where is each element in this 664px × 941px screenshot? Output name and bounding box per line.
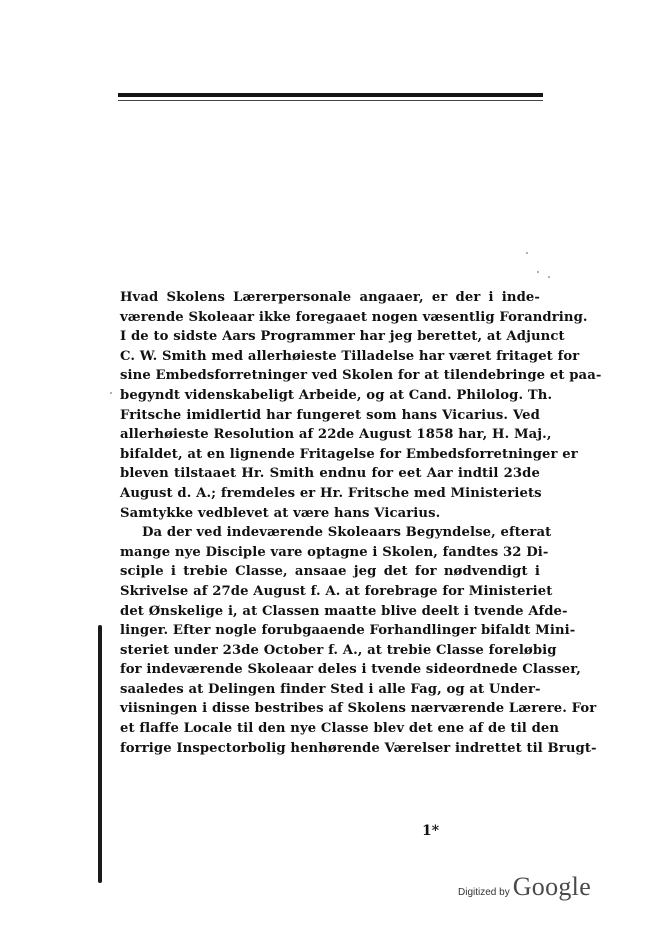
text-line: linger. Efter nogle forubgaaende Forhandlinger bifaldt Mini- (120, 623, 576, 639)
text-line: et flaffe Locale til den nye Classe blev det ene af de til den (120, 721, 560, 737)
text-line: værende Skoleaar ikke foregaaet nogen væsentlig Forandring. (120, 309, 588, 325)
text-line: Skrivelse af 27de August f. A. at forebrage for Ministeriet (120, 583, 553, 599)
text-line: sine Embedsforretninger ved Skolen for at tilendebringe et paa- (120, 368, 602, 384)
signature-mark: 1* (422, 823, 440, 839)
text-line: steriet under 23de October f. A., at trebie Classe foreløbig (120, 642, 557, 658)
body-paragraphs (120, 288, 602, 758)
paper-speck (110, 392, 112, 394)
text-line: allerhøieste Resolution af 22de August 1858 har, H. Maj., (120, 427, 552, 443)
text-line: mange nye Disciple vare optagne i Skolen, fandtes 32 Di- (120, 544, 549, 560)
digitized-by-label: Digitized by (458, 887, 510, 898)
text-line: det Ønskelige i, at Classen maatte blive deelt i tvende Afde- (120, 603, 568, 619)
text-line: Fritsche imidlertid har fungeret som hans Vicarius. Ved (120, 407, 540, 423)
text-line: forrige Inspectorbolig henhørende Værelser indrettet til Brugt- (120, 740, 597, 756)
text-line: I de to sidste Aars Programmer har jeg berettet, at Adjunct (120, 329, 565, 345)
text-line: sciple i trebie Classe, ansaae jeg det for nødvendigt i (120, 564, 540, 580)
text-line: bleven tilstaaet Hr. Smith endnu for eet Aar indtil 23de (120, 466, 540, 482)
paper-speck (548, 276, 550, 278)
text-line: Da der ved indeværende Skoleaars Begyndelse, efterat (142, 525, 552, 541)
text-line: August d. A.; fremdeles er Hr. Fritsche med Ministeriets (120, 485, 542, 501)
header-rule (118, 93, 543, 97)
google-logo: Google (512, 872, 592, 901)
header-rule-thin (118, 100, 543, 101)
paper-speck (526, 252, 528, 254)
text-line: Samtykke vedblevet at være hans Vicarius. (120, 505, 441, 521)
paper-speck (537, 271, 539, 273)
margin-scan-shadow (98, 625, 102, 883)
text-line: C. W. Smith med allerhøieste Tilladelse har været fritaget for (120, 348, 580, 364)
text-line: bifaldet, at en lignende Fritagelse for Embedsforretninger er (120, 446, 578, 462)
text-line: viisningen i disse bestribes af Skolens nærværende Lærere. For (120, 701, 597, 717)
text-line: begyndt videnskabeligt Arbeide, og at Cand. Philolog. Th. (120, 387, 553, 403)
text-line: for indeværende Skoleaar deles i tvende sideordnede Classer, (120, 662, 581, 678)
text-line: saaledes at Delingen finder Sted i alle Fag, og at Under- (120, 681, 541, 697)
text-line: Hvad Skolens Lærerpersonale angaaer, er der i inde- (120, 290, 540, 305)
digitized-by-google (458, 872, 591, 902)
